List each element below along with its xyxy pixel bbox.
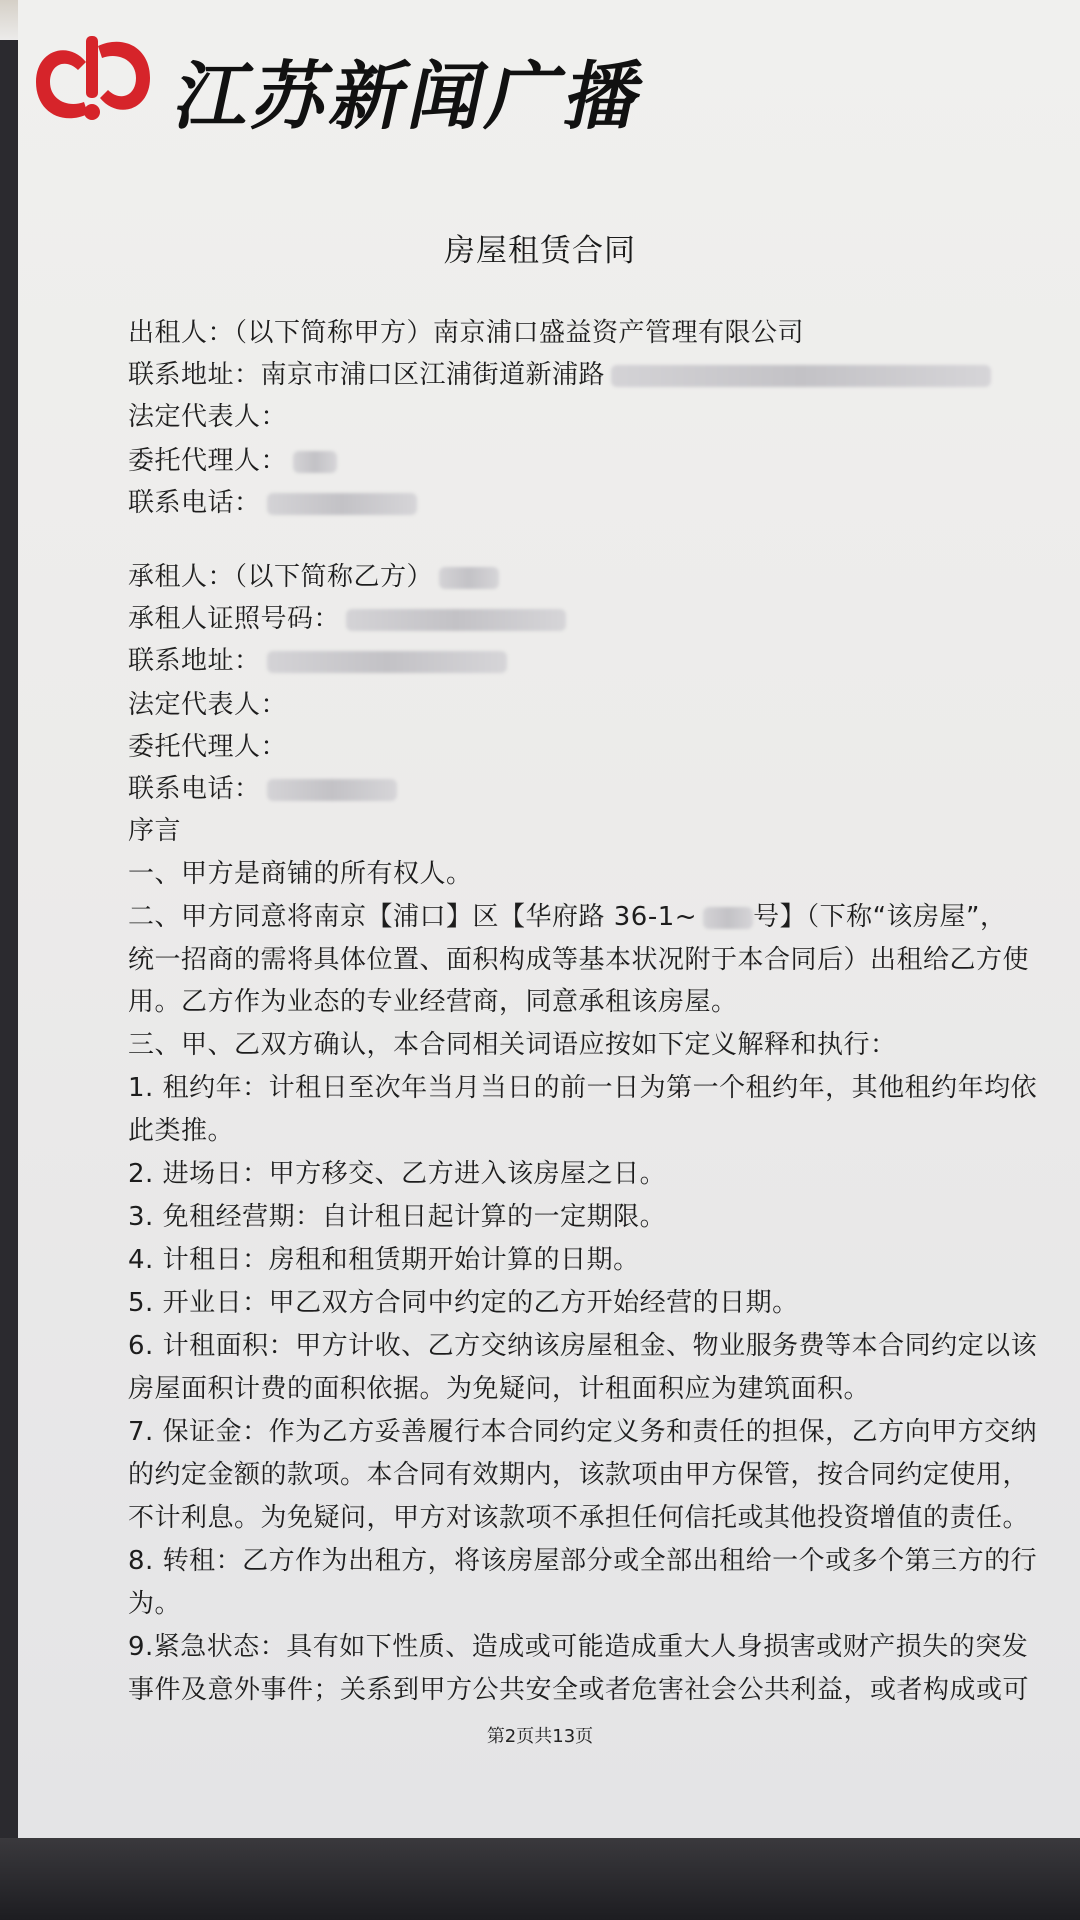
definition-6-line-2: 房屋面积计费的面积依据。为免疑问，计租面积应为建筑面积。 — [128, 1374, 871, 1404]
broadcaster-watermark — [28, 30, 654, 140]
lessee-name-value: （以下简称乙方） — [234, 562, 434, 592]
page-number-footer: 第2页共13页 — [486, 1726, 594, 1747]
definition-2: 2. 进场日：甲方移交、乙方进入该房屋之日。 — [128, 1159, 667, 1189]
lessee-id-label: 承租人证照号码： — [128, 604, 341, 634]
redacted-phone — [267, 493, 417, 515]
lessee-phone-label: 联系电话： — [128, 774, 261, 804]
lessor-address-label: 联系地址： — [128, 360, 261, 390]
lessor-legal-rep-label: 法定代表人： — [128, 402, 288, 432]
definition-3: 3. 免租经营期：自计租日起计算的一定期限。 — [128, 1202, 667, 1232]
lessor-address-line — [128, 356, 991, 394]
definition-8-line-1: 8. 转租：乙方作为出租方，将该房屋部分或全部出租给一个或多个第三方的行 — [128, 1546, 1038, 1576]
redacted-agent — [293, 451, 337, 473]
redacted-lessee-address — [267, 651, 507, 673]
lessor-agent-line — [128, 442, 337, 480]
definition-1-line-2: 此类推。 — [128, 1116, 235, 1146]
lessee-phone-line — [128, 770, 397, 808]
definition-8-line-2: 为。 — [128, 1589, 182, 1619]
broadcaster-logo-icon — [28, 30, 158, 130]
lessor-phone-label: 联系电话： — [128, 488, 261, 518]
definition-7-line-3: 不计利息。为免疑问，甲方对该款项不承担任何信托或其他投资增值的责任。 — [128, 1503, 1030, 1533]
redacted-house-number — [703, 907, 753, 929]
redacted-lessee-phone — [267, 779, 397, 801]
preface-item-2-line-2: 统一招商的需将具体位置、面积构成等基本状况附于本合同后）出租给乙方使 — [128, 945, 1030, 975]
lessor-legal-rep-line — [128, 398, 287, 436]
lessee-legal-rep-line — [128, 686, 287, 724]
definition-7-line-1: 7. 保证金：作为乙方妥善履行本合同约定义务和责任的担保，乙方向甲方交纳 — [128, 1417, 1038, 1447]
preface-heading: 序言 — [128, 816, 182, 846]
definition-9-line-2: 事件及意外事件；关系到甲方公共安全或者危害社会公共利益，或者构成或可 — [128, 1675, 1030, 1705]
lessor-address-value: 南京市浦口区江浦街道新浦路 — [260, 360, 606, 390]
lessee-id-line — [128, 600, 566, 638]
preface-item-3: 三、甲、乙双方确认，本合同相关词语应按如下定义解释和执行： — [128, 1030, 897, 1060]
lessor-agent-label: 委托代理人： — [128, 446, 288, 476]
lessor-name-label: 出租人： — [128, 318, 235, 348]
preface-item-2-line-1: 二、甲方同意将南京【浦口】区【华府路 36-1~ 号】（下称“该房屋”， — [128, 902, 1007, 932]
definition-4: 4. 计租日：房租和租赁期开始计算的日期。 — [128, 1245, 640, 1275]
preface-item-1: 一、甲方是商铺的所有权人。 — [128, 859, 473, 889]
background-surface — [0, 1838, 1080, 1920]
lessor-phone-line — [128, 484, 417, 522]
lessee-address-line — [128, 642, 507, 680]
lessee-agent-label: 委托代理人： — [128, 732, 288, 762]
definition-1-line-1: 1. 租约年：计租日至次年当月当日的前一日为第一个租约年，其他租约年均依 — [128, 1073, 1038, 1103]
lessee-legal-rep-label: 法定代表人： — [128, 690, 288, 720]
broadcaster-wordmark: 江苏新闻广播 — [167, 54, 654, 140]
lessee-name-label: 承租人： — [128, 562, 235, 592]
redacted-lessee-id — [346, 609, 566, 631]
redacted-address — [611, 365, 991, 387]
definition-5: 5. 开业日：甲乙双方合同中约定的乙方开始经营的日期。 — [128, 1288, 799, 1318]
lessor-name-value: （以下简称甲方）南京浦口盛益资产管理有限公司 — [234, 318, 805, 348]
definition-6-line-1: 6. 计租面积：甲方计收、乙方交纳该房屋租金、物业服务费等本合同约定以该 — [128, 1331, 1038, 1361]
preface-item-2-line-3: 用。乙方作为业态的专业经营商，同意承租该房屋。 — [128, 987, 738, 1017]
lessor-name-line — [128, 314, 804, 352]
lessee-name-line — [128, 558, 499, 596]
redacted-lessee-name — [439, 567, 499, 589]
definition-7-line-2: 的约定金额的款项。本合同有效期内，该款项由甲方保管，按合同约定使用， — [128, 1460, 1030, 1490]
lessee-address-label: 联系地址： — [128, 646, 261, 676]
document-title: 房屋租赁合同 — [444, 233, 636, 269]
definition-9-line-1: 9.紧急状态：具有如下性质、造成或可能造成重大人身损害或财产损失的突发 — [128, 1632, 1029, 1662]
lessee-agent-line — [128, 728, 287, 766]
